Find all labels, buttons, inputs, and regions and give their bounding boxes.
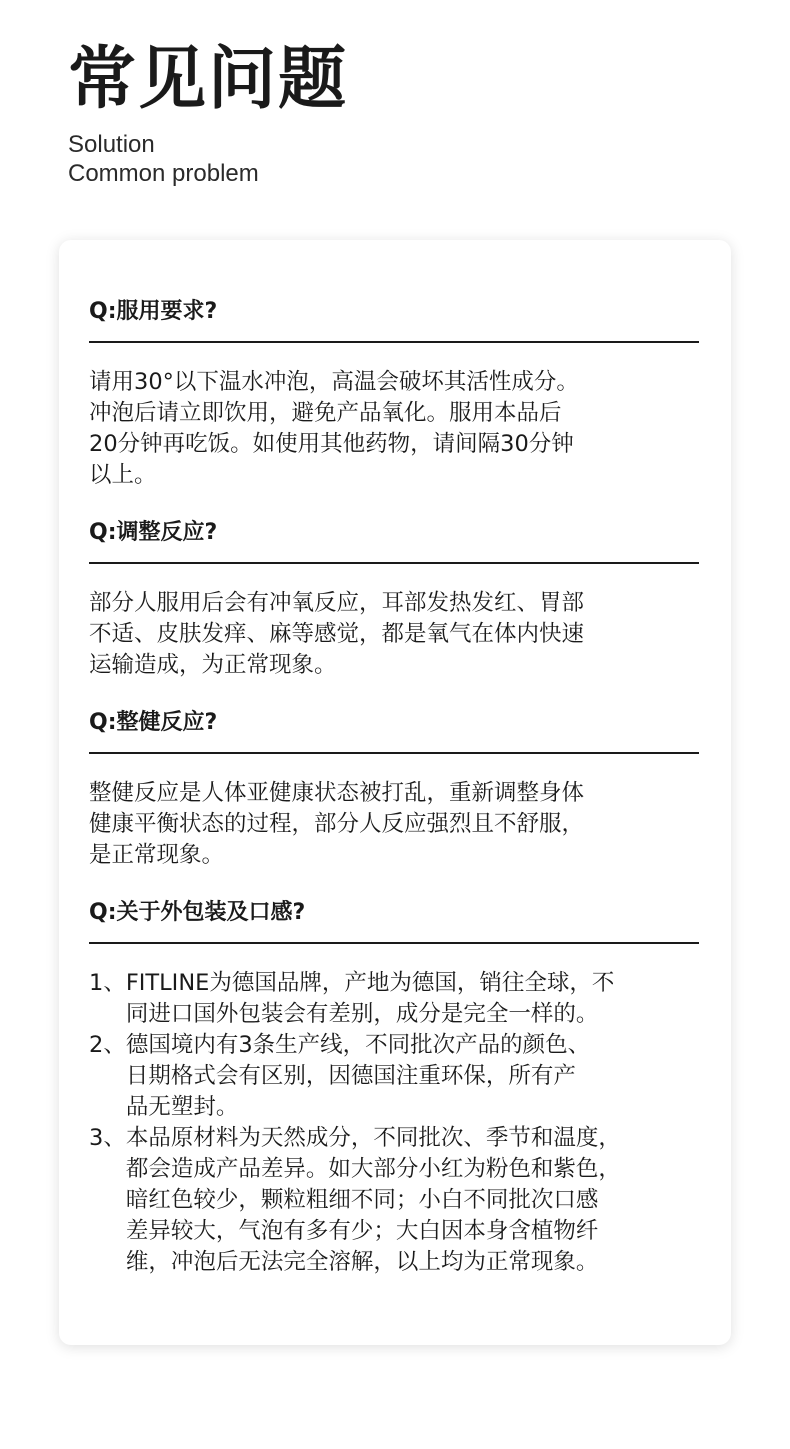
- faq-item-usage: [89, 292, 699, 491]
- faq-card: [59, 240, 731, 1345]
- list-number: 1、: [89, 970, 126, 996]
- subtitle-line: Solution: [68, 131, 155, 158]
- faq-item-reaction: [89, 703, 699, 871]
- faq-question: Q:整健反应?: [89, 703, 699, 754]
- answer-line: 不适、皮肤发痒、麻等感觉，都是氧气在体内快速: [89, 621, 585, 647]
- faq-answer: [89, 778, 699, 871]
- faq-item-adjustment: [89, 513, 699, 681]
- answer-line: 都会造成产品差异。如大部分小红为粉色和紫色，: [125, 1156, 621, 1182]
- list-item: [89, 1123, 699, 1278]
- answer-line: 差异较大，气泡有多有少；大白因本身含植物纤: [125, 1218, 599, 1244]
- answer-line: 部分人服用后会有冲氧反应，耳部发热发红、胃部: [89, 590, 585, 616]
- page-header: [68, 40, 348, 188]
- answer-line: 德国境内有3条生产线，不同批次产品的颜色、: [125, 1032, 591, 1058]
- list-item: [89, 968, 699, 1030]
- faq-answer-list: [89, 968, 699, 1278]
- answer-line: 健康平衡状态的过程，部分人反应强烈且不舒服，: [89, 811, 585, 837]
- answer-line: 冲泡后请立即饮用，避免产品氧化。服用本品后: [89, 400, 562, 426]
- answer-line: 20分钟再吃饭。如使用其他药物，请间隔30分钟: [89, 431, 574, 457]
- list-text: [126, 1123, 699, 1278]
- answer-line: 品无塑封。: [125, 1094, 239, 1120]
- answer-line: 维，冲泡后无法完全溶解，以上均为正常现象。: [125, 1249, 599, 1275]
- faq-question: Q:调整反应?: [89, 513, 699, 564]
- answer-line: 暗红色较少，颗粒粗细不同；小白不同批次口感: [125, 1187, 599, 1213]
- faq-item-packaging: [89, 893, 699, 1278]
- answer-line: 本品原材料为天然成分，不同批次、季节和温度，: [125, 1125, 621, 1151]
- list-text: [126, 1030, 699, 1123]
- answer-line: 日期格式会有区别，因德国注重环保，所有产: [125, 1063, 576, 1089]
- answer-line: 是正常现象。: [89, 842, 225, 868]
- page-title: 常见问题: [68, 40, 349, 119]
- faq-question: Q:服用要求?: [89, 292, 699, 343]
- answer-line: 以上。: [89, 462, 157, 488]
- subtitle-line: Common problem: [68, 160, 259, 187]
- list-number: 3、: [89, 1125, 126, 1151]
- answer-line: 整健反应是人体亚健康状态被打乱，重新调整身体: [89, 780, 585, 806]
- faq-question: Q:关于外包装及口感?: [89, 893, 699, 944]
- faq-answer: [89, 588, 699, 681]
- answer-line: 同进口国外包装会有差别，成分是完全一样的。: [125, 1001, 599, 1027]
- list-number: 2、: [89, 1032, 126, 1058]
- answer-line: FITLINE为德国品牌，产地为德国，销往全球，不: [125, 970, 615, 996]
- list-text: [126, 968, 699, 1030]
- answer-line: 运输造成，为正常现象。: [89, 652, 337, 678]
- page-subtitle: [68, 130, 348, 188]
- faq-answer: [89, 367, 699, 491]
- answer-line: 请用30°以下温水冲泡，高温会破坏其活性成分。: [89, 369, 579, 395]
- list-item: [89, 1030, 699, 1123]
